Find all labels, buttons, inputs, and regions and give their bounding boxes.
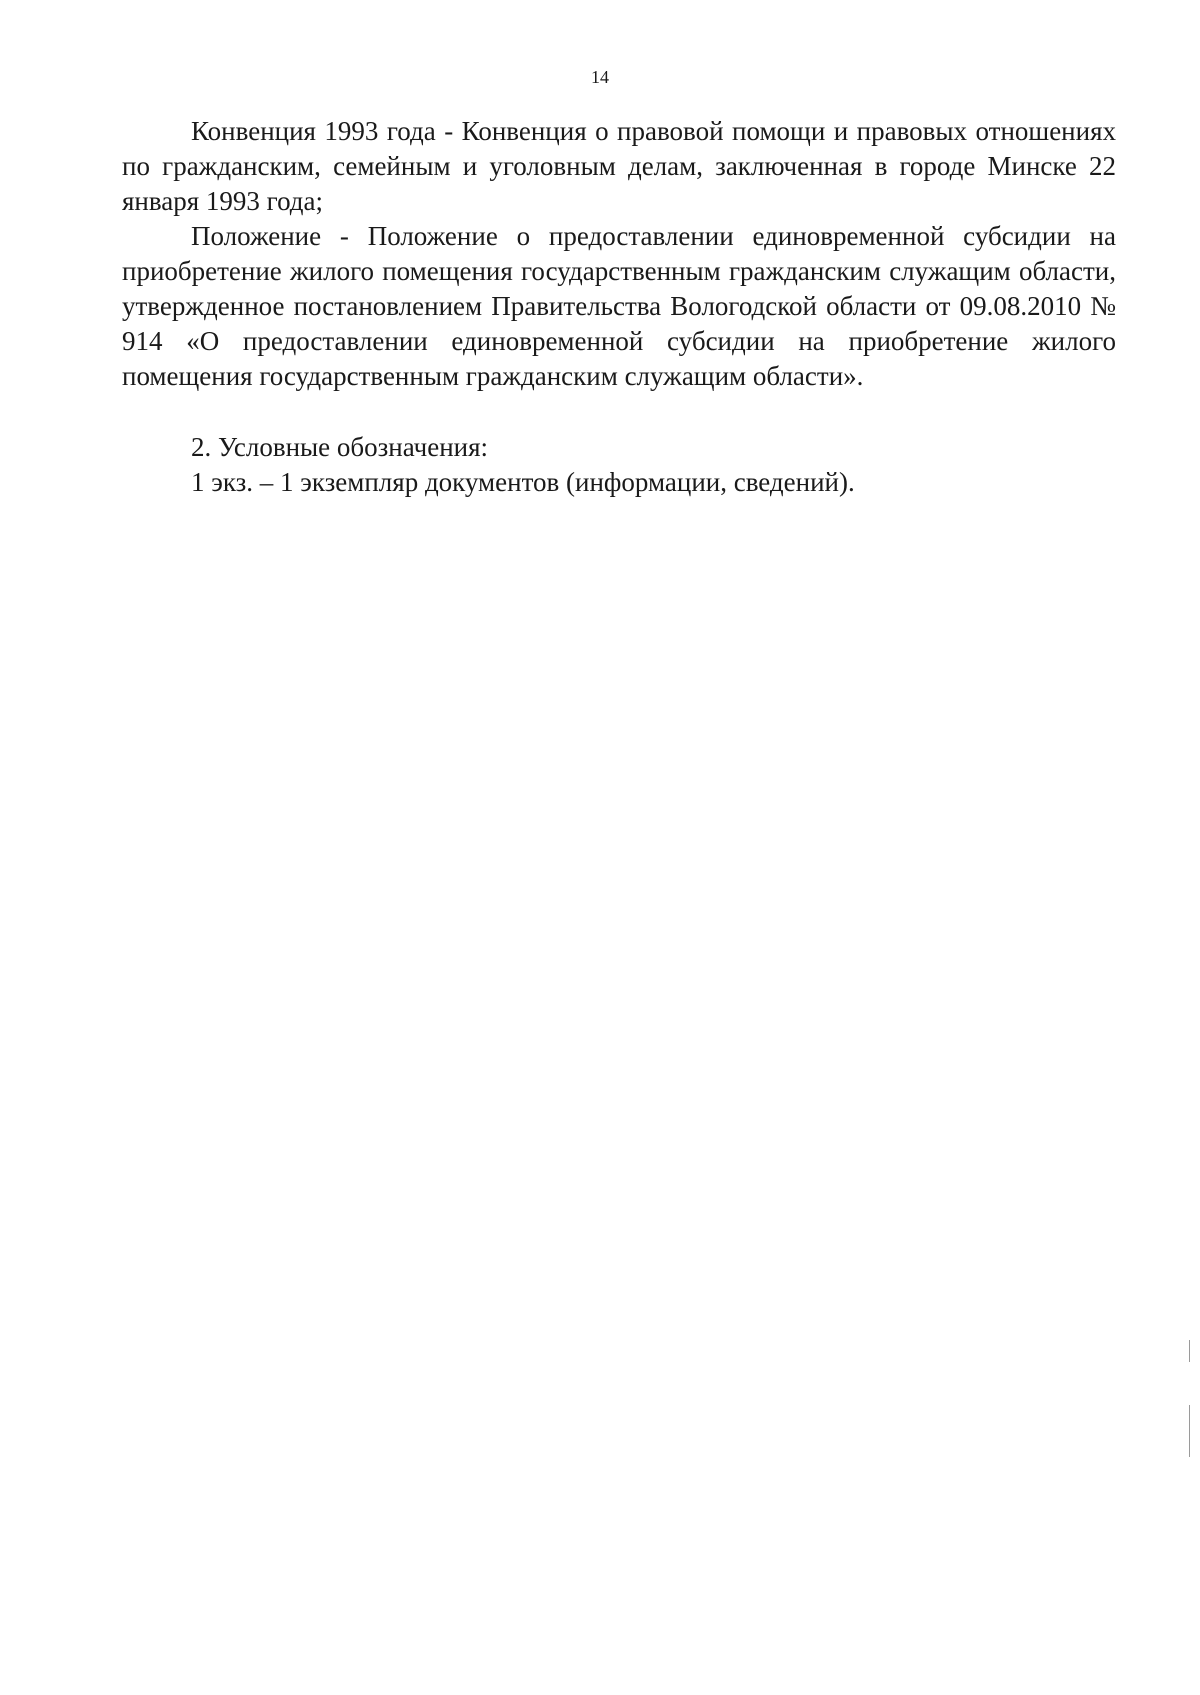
page-number: 14 <box>591 67 609 87</box>
paragraph-spacer <box>122 394 1116 430</box>
definition-regulation: Положение - Положение о предоставлении единовременной субсидии на приобретение жилого помещения государственным гражданским служащим области, утвержденное постановлением Правительства Вологодской области от 09.08.2010 № 914 «О предоставлении единовременной субсидии на приобретение жилого помещения государственным гражданским служащим области». <box>122 221 1116 391</box>
scan-edge-mark-lower <box>1189 1405 1190 1457</box>
scan-edge-mark-upper <box>1189 1340 1190 1362</box>
section-heading-symbols: 2. Условные обозначения: <box>191 432 489 462</box>
document-body <box>122 114 1116 500</box>
symbol-definition-copy: 1 экз. – 1 экземпляр документов (информации, сведений). <box>191 467 855 497</box>
definition-convention-1993: Конвенция 1993 года - Конвенция о правовой помощи и правовых отношениях по гражданским, семейным и уголовным делам, заключенная в городе Минске 22 января 1993 года; <box>122 116 1116 216</box>
